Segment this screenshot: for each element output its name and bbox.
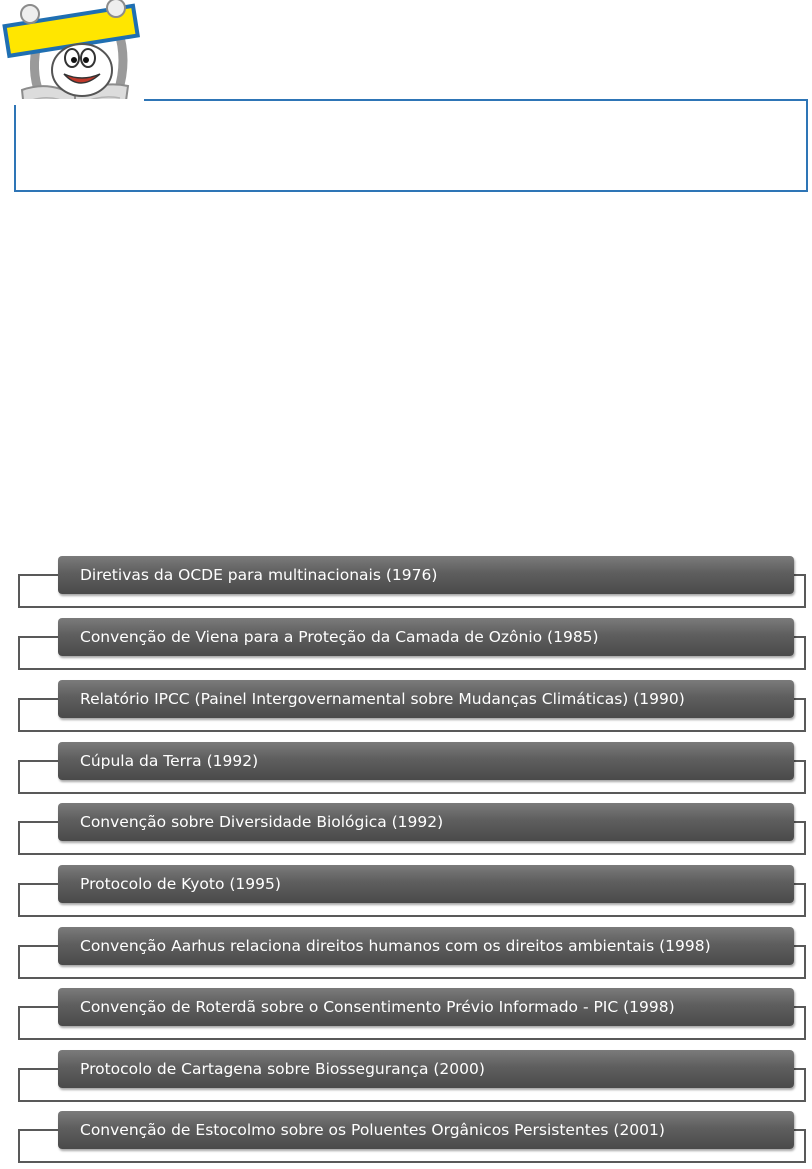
timeline-item (0, 1050, 812, 1108)
timeline-bar: Protocolo de Cartagena sobre Biossegurança (2000) (58, 1050, 794, 1088)
timeline-bar: Relatório IPCC (Painel Intergovernamental sobre Mudanças Climáticas) (1990) (58, 680, 794, 718)
timeline-item (0, 556, 812, 614)
timeline-item (0, 988, 812, 1046)
timeline-bar: Convenção de Roterdã sobre o Consentimento Prévio Informado - PIC (1998) (58, 988, 794, 1026)
timeline-bar: Convenção de Estocolmo sobre os Poluentes Orgânicos Persistentes (2001) (58, 1111, 794, 1149)
timeline-item (0, 742, 812, 800)
timeline-item (0, 865, 812, 923)
timeline-item (0, 1111, 812, 1169)
timeline-bar: Convenção Aarhus relaciona direitos humanos com os direitos ambientais (1998) (58, 927, 794, 965)
timeline-bar: Protocolo de Kyoto (1995) (58, 865, 794, 903)
timeline-bar: Convenção de Viena para a Proteção da Camada de Ozônio (1985) (58, 618, 794, 656)
timeline-item (0, 803, 812, 861)
timeline-bar: Diretivas da OCDE para multinacionais (1976) (58, 556, 794, 594)
timeline-item (0, 680, 812, 738)
timeline-bar: Convenção sobre Diversidade Biológica (1992) (58, 803, 794, 841)
timeline-item (0, 927, 812, 985)
timeline-item (0, 618, 812, 676)
timeline-bar: Cúpula da Terra (1992) (58, 742, 794, 780)
